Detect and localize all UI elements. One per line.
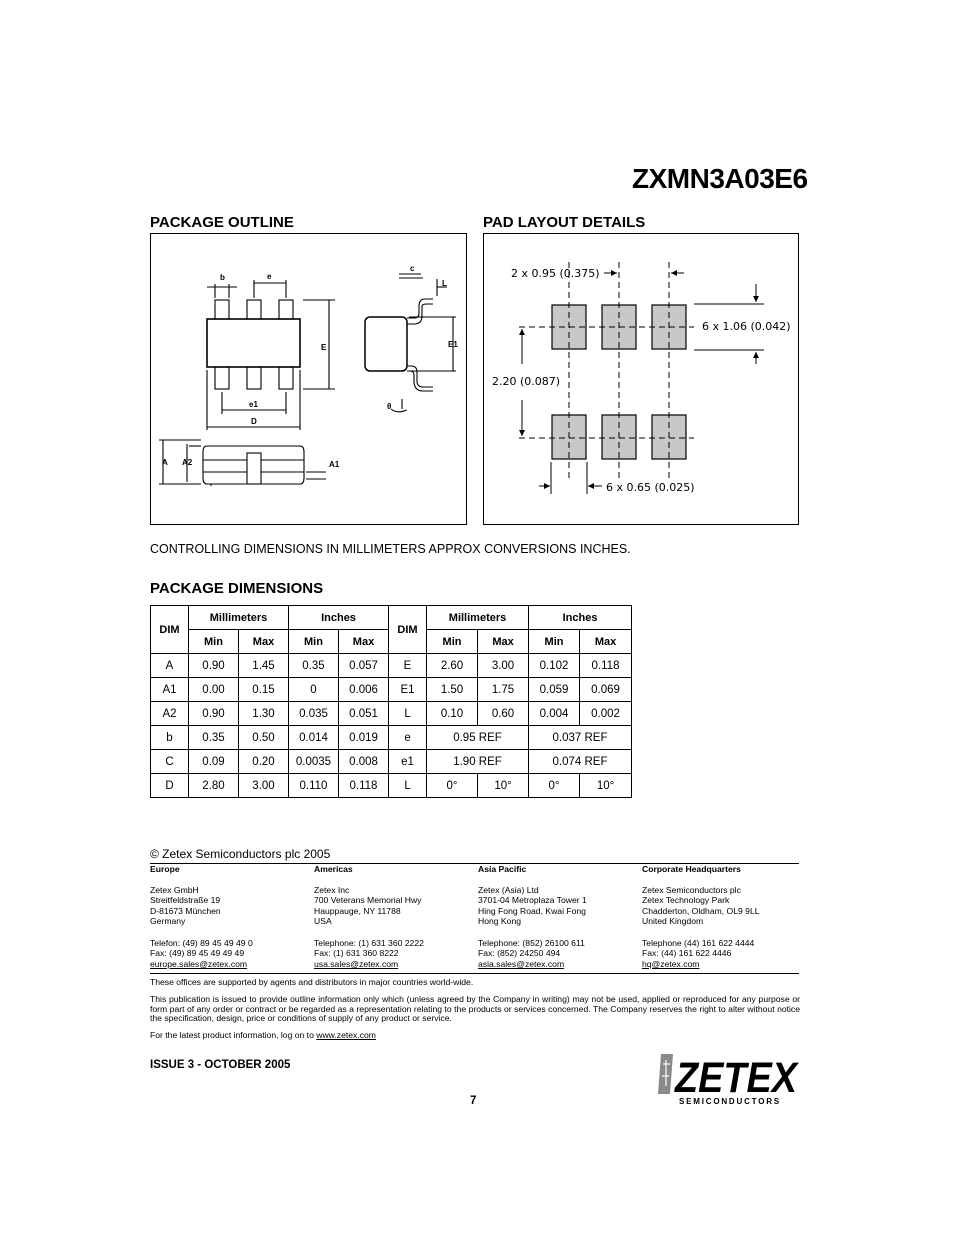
- label-pad-pitch: 2 x 0.95 (0.375): [511, 267, 600, 280]
- mm-header-left: Millimeters: [189, 606, 289, 630]
- min-header: Min: [529, 630, 580, 654]
- in-header-right: Inches: [529, 606, 632, 630]
- cell-value: 0.057: [339, 654, 389, 678]
- latest-info-text: For the latest product information, log on to: [150, 1030, 317, 1040]
- office-heading: Europe: [150, 864, 180, 874]
- cell-dim: E1: [389, 678, 427, 702]
- office-line: Zetex GmbH: [150, 884, 199, 895]
- office-fax: Fax: (1) 631 360 8222: [314, 948, 399, 959]
- office-line: 3701-04 Metroplaza Tower 1: [478, 895, 587, 906]
- cell-value: 0.006: [339, 678, 389, 702]
- cell-value: 0.0035: [289, 750, 339, 774]
- pin-top-1: [215, 300, 229, 319]
- pad-layout-drawing: [483, 233, 799, 525]
- cell-value-ref: 0.074 REF: [529, 750, 632, 774]
- body-end-view: [365, 317, 407, 371]
- office-email-link[interactable]: hq@zetex.com: [642, 958, 700, 969]
- cell-value: 1.45: [239, 654, 289, 678]
- cell-value: 1.30: [239, 702, 289, 726]
- pin-top-2: [247, 300, 261, 319]
- controlling-dimensions-note: CONTROLLING DIMENSIONS IN MILLIMETERS APPROX CONVERSIONS INCHES.: [150, 542, 631, 556]
- cell-value: 0.002: [580, 702, 632, 726]
- label-E1: E1: [448, 340, 458, 349]
- cell-value: 3.00: [239, 774, 289, 798]
- package-dimensions-table: [150, 605, 632, 798]
- cell-value: 0.102: [529, 654, 580, 678]
- cell-value-ref: 1.90 REF: [427, 750, 529, 774]
- package-dimensions-heading: PACKAGE DIMENSIONS: [150, 580, 324, 597]
- cell-dim: L: [389, 774, 427, 798]
- office-heading: Corporate Headquarters: [642, 864, 741, 874]
- label-pad-width: 6 x 0.65 (0.025): [606, 481, 695, 494]
- max-header: Max: [339, 630, 389, 654]
- website-link[interactable]: www.zetex.com: [316, 1030, 376, 1040]
- office-line: United Kingdom: [642, 916, 704, 927]
- pin-bottom-3: [279, 367, 293, 389]
- cell-value: 0.008: [339, 750, 389, 774]
- zetex-logo-svg: [657, 1052, 799, 1107]
- cell-dim: C: [151, 750, 189, 774]
- table-row: [151, 750, 632, 774]
- label-c: c: [410, 264, 415, 273]
- min-header: Min: [289, 630, 339, 654]
- cell-value: 1.75: [478, 678, 529, 702]
- package-outline-heading: PACKAGE OUTLINE: [150, 214, 294, 231]
- cell-value: 10°: [478, 774, 529, 798]
- label-e: e: [267, 272, 272, 281]
- cell-value: 0.051: [339, 702, 389, 726]
- pin-bottom-1: [215, 367, 229, 389]
- cell-value: 0.00: [189, 678, 239, 702]
- office-line: Hing Fong Road, Kwai Fong: [478, 905, 586, 916]
- office-line: Germany: [150, 916, 186, 927]
- office-americas: [314, 864, 474, 969]
- dim-header-right: DIM: [389, 606, 427, 654]
- min-header: Min: [427, 630, 478, 654]
- cell-value: 0.15: [239, 678, 289, 702]
- pad-layout-svg: [484, 234, 800, 526]
- label-A2: A2: [182, 458, 193, 467]
- cell-value: 0.20: [239, 750, 289, 774]
- office-line: 700 Veterans Memorial Hwy: [314, 895, 422, 906]
- office-heading: Asia Pacific: [478, 864, 527, 874]
- cell-dim: A: [151, 654, 189, 678]
- in-header-left: Inches: [289, 606, 389, 630]
- table-row: [151, 678, 632, 702]
- cell-value: 2.80: [189, 774, 239, 798]
- office-corporate-hq: [642, 864, 802, 969]
- office-line: Hong Kong: [478, 916, 522, 927]
- cell-value: 1.50: [427, 678, 478, 702]
- agents-note: These offices are supported by agents and distributors in major countries world-wide.: [150, 977, 474, 987]
- cell-value-ref: 0.95 REF: [427, 726, 529, 750]
- cell-dim: D: [151, 774, 189, 798]
- office-line: Zetex (Asia) Ltd: [478, 884, 539, 895]
- cell-value: 0°: [529, 774, 580, 798]
- logo-subtext: SEMICONDUCTORS: [679, 1097, 781, 1106]
- cell-value: 0.09: [189, 750, 239, 774]
- cell-value: 0.069: [580, 678, 632, 702]
- disclaimer: This publication is issued to provide outline information only which (unless agreed by the Company in writing) may not be used, applied or reproduced for any purpose or form part of any order or contract or be regarded as a representation relating to the products or services concerned. The Company reserves the right to alter without notice the specification, design, price or conditions of supply of any product or service.: [150, 994, 800, 1024]
- table-row: [151, 702, 632, 726]
- min-header: Min: [189, 630, 239, 654]
- label-row-gap: 2.20 (0.087): [492, 375, 561, 388]
- label-e1: e1: [249, 400, 258, 409]
- office-email-link[interactable]: europe.sales@zetex.com: [150, 958, 248, 969]
- cell-value: 0.10: [427, 702, 478, 726]
- label-A1: A1: [329, 460, 340, 469]
- cell-value: 0.90: [189, 702, 239, 726]
- lead-end-view-top: [407, 299, 433, 318]
- mm-header-right: Millimeters: [427, 606, 529, 630]
- cell-value: 0: [289, 678, 339, 702]
- office-line: USA: [314, 916, 332, 927]
- cell-dim: A1: [151, 678, 189, 702]
- package-outline-svg: [151, 234, 468, 526]
- dim-header-left: DIM: [151, 606, 189, 654]
- cell-value: 0.059: [529, 678, 580, 702]
- cell-value: 0.014: [289, 726, 339, 750]
- part-number-title: ZXMN3A03E6: [632, 163, 808, 194]
- cell-value: 10°: [580, 774, 632, 798]
- office-tel: Telephone (44) 161 622 4444: [642, 937, 755, 948]
- zetex-logo: [657, 1052, 799, 1107]
- office-heading: Americas: [314, 864, 353, 874]
- office-fax: Fax: (49) 89 45 49 49 49: [150, 948, 245, 959]
- cell-value: 0.035: [289, 702, 339, 726]
- label-D: D: [251, 417, 257, 426]
- cell-value: 3.00: [478, 654, 529, 678]
- cell-value: 0.50: [239, 726, 289, 750]
- cell-value: 0.118: [339, 774, 389, 798]
- cell-value: 0.110: [289, 774, 339, 798]
- issue-date: ISSUE 3 - OCTOBER 2005: [150, 1059, 291, 1071]
- latest-info: [150, 1031, 800, 1041]
- logo-word: ZETEX: [673, 1054, 799, 1102]
- office-europe: [150, 864, 310, 969]
- pin-top-3: [279, 300, 293, 319]
- pad-layout-heading: PAD LAYOUT DETAILS: [483, 214, 646, 231]
- office-line: Zetex Technology Park: [642, 895, 730, 906]
- cell-dim: L: [389, 702, 427, 726]
- page-number: 7: [470, 1095, 477, 1107]
- label-E: E: [321, 343, 327, 352]
- package-outline-drawing: [150, 233, 467, 525]
- label-pad-length: 6 x 1.06 (0.042): [702, 320, 791, 333]
- cell-dim: A2: [151, 702, 189, 726]
- office-email-link[interactable]: asia.sales@zetex.com: [478, 958, 565, 969]
- cell-dim: e: [389, 726, 427, 750]
- table-row: [151, 654, 632, 678]
- lead-end-view-bottom: [407, 366, 433, 387]
- cell-value: 0.019: [339, 726, 389, 750]
- cell-value: 0.118: [580, 654, 632, 678]
- cell-value: 2.60: [427, 654, 478, 678]
- office-fax: Fax: (44) 161 622 4446: [642, 948, 732, 959]
- cell-value: 0.35: [189, 726, 239, 750]
- table-row: [151, 774, 632, 798]
- office-email-link[interactable]: usa.sales@zetex.com: [314, 958, 399, 969]
- max-header: Max: [580, 630, 632, 654]
- label-theta: θ: [387, 402, 392, 411]
- cell-value: 0.004: [529, 702, 580, 726]
- office-line: Zetex Inc: [314, 884, 350, 895]
- cell-value-ref: 0.037 REF: [529, 726, 632, 750]
- office-line: D-81673 München: [150, 905, 221, 916]
- label-L: L: [442, 279, 447, 288]
- office-line: Hauppauge, NY 11788: [314, 905, 401, 916]
- cell-value: 0.35: [289, 654, 339, 678]
- pin-bottom-2: [247, 367, 261, 389]
- cell-dim: e1: [389, 750, 427, 774]
- label-b: b: [220, 273, 225, 282]
- office-line: Zetex Semiconductors plc: [642, 884, 741, 895]
- cell-dim: E: [389, 654, 427, 678]
- copyright: © Zetex Semiconductors plc 2005: [150, 847, 331, 861]
- cell-value: 0°: [427, 774, 478, 798]
- office-tel: Telephone: (1) 631 360 2222: [314, 937, 424, 948]
- table-row: [151, 726, 632, 750]
- office-line: Chadderton, Oldham, OL9 9LL: [642, 905, 760, 916]
- office-fax: Fax: (852) 24250 494: [478, 948, 561, 959]
- cell-value: 0.90: [189, 654, 239, 678]
- office-tel: Telefon: (49) 89 45 49 49 0: [150, 937, 253, 948]
- cell-dim: b: [151, 726, 189, 750]
- label-A: A: [162, 458, 168, 467]
- office-asia-pacific: [478, 864, 638, 969]
- max-header: Max: [478, 630, 529, 654]
- footer-divider-bottom: [150, 973, 799, 974]
- body-top-view: [207, 319, 300, 367]
- max-header: Max: [239, 630, 289, 654]
- cell-value: 0.60: [478, 702, 529, 726]
- office-line: Streitfeldstraße 19: [150, 895, 221, 906]
- office-tel: Telephone: (852) 26100 611: [478, 937, 585, 948]
